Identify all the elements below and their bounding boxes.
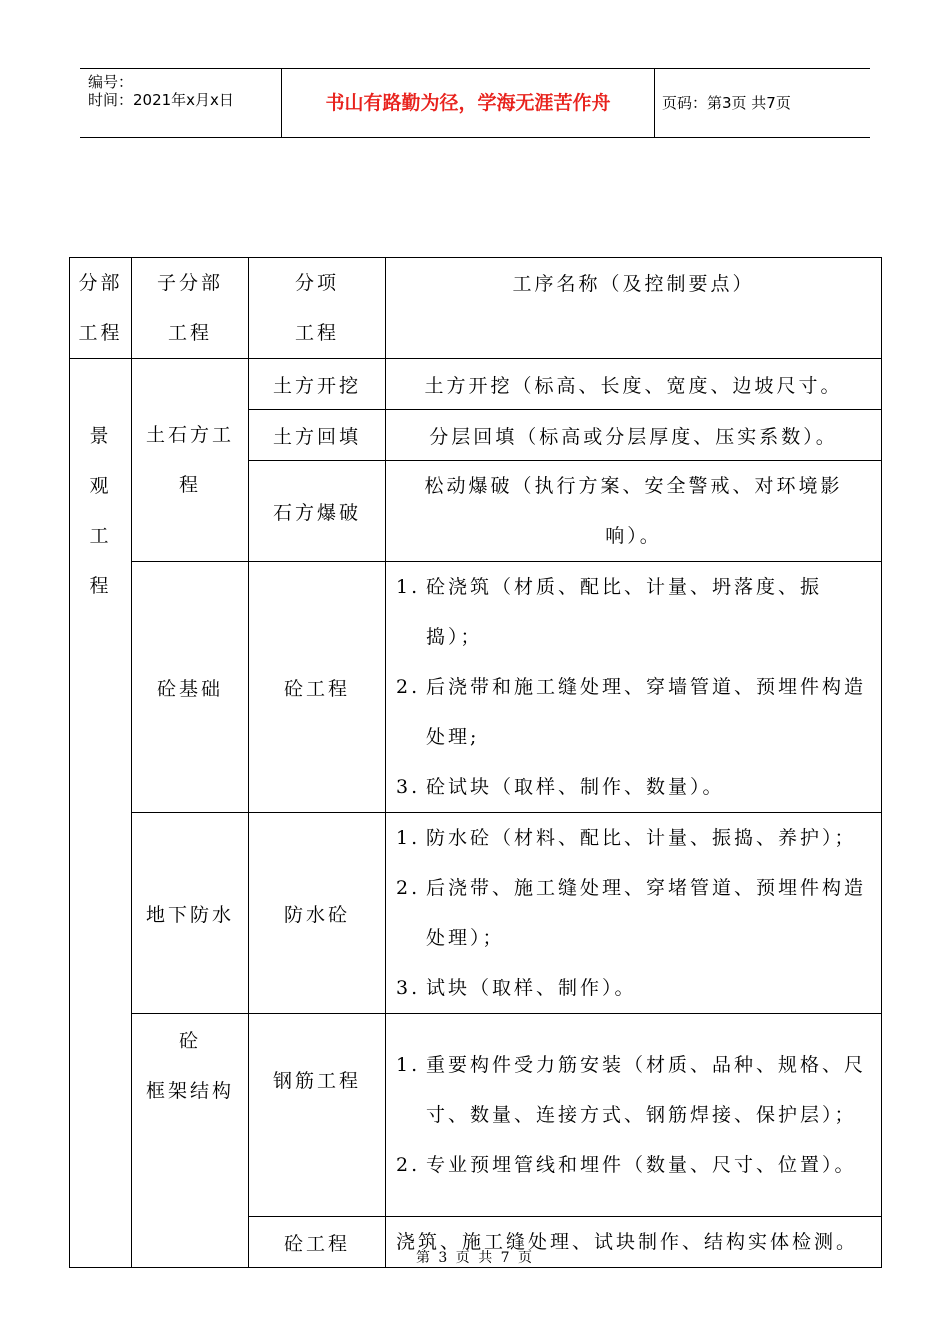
header-meta [80,69,280,137]
header-page-code: 页码：第3页 共7页 [662,94,791,112]
process-cell: 土方开挖（标高、长度、宽度、边坡尺寸。 [386,359,882,410]
division-cell [70,359,132,1268]
division-char: 景 [89,425,112,447]
line-number: 2. [396,676,421,698]
item-cell: 土方回填 [249,410,386,461]
item-cell: 钢筋工程 [249,1014,386,1217]
page-footer: 第 3 页 共 7 页 [415,1250,535,1266]
process-line: 响）。 [605,525,662,547]
line-text: 后浇带、施工缝处理、穿堵管道、预埋件构造处理）； [426,877,867,949]
subdivision-line: 土石方工 [145,424,234,446]
line-number: 2. [396,1154,421,1176]
header-item-line: 工程 [294,322,339,344]
process-line [396,562,873,662]
line-text: 专业预埋管线和埋件（数量、尺寸、位置）。 [426,1154,857,1176]
division-char: 程 [89,575,112,597]
line-text: 后浇带和施工缝处理、穿墙管道、预埋件构造处理; [426,676,867,748]
process-line: 松动爆破（执行方案、安全警戒、对环境影 [424,475,843,497]
division-char: 工 [89,525,112,547]
table-header-row [70,258,882,359]
process-cell [386,562,882,813]
header-division-line: 分部 [78,272,123,294]
process-cell [386,461,882,562]
header-item-line: 分项 [294,272,339,294]
subdivision-cell: 地下防水 [132,813,249,1014]
subdivision-line: 砼 [178,1030,201,1052]
line-number: 2. [396,877,421,899]
line-text: 重要构件受力筋安装（材质、品种、规格、尺寸、数量、连接方式、钢筋焊接、保护层）； [426,1054,867,1126]
table-row [70,359,882,410]
header-process: 工序名称（及控制要点） [386,258,882,359]
line-number: 3. [396,977,421,999]
header-motto: 书山有路勤为径，学海无涯苦作舟 [281,69,655,137]
page-header [80,68,870,138]
process-cell [386,813,882,1014]
line-text: 防水砼（材料、配比、计量、振捣、养护）； [426,827,857,849]
line-text: 砼浇筑（材质、配比、计量、坍落度、振捣）； [426,576,823,648]
process-line [396,813,873,863]
process-line [396,963,873,1013]
process-cell: 分层回填（标高或分层厚度、压实系数）。 [386,410,882,461]
division-char: 观 [89,475,112,497]
subdivision-line: 框架结构 [145,1080,234,1102]
subdivision-cell [132,359,249,562]
number-label: 编号： [88,73,134,91]
header-division-line: 工程 [78,322,123,344]
subdivision-line: 程 [178,474,201,496]
process-line [396,662,873,762]
line-text: 砼试块（取样、制作、数量）。 [426,776,725,798]
item-cell: 防水砼 [249,813,386,1014]
process-line [396,1040,873,1140]
process-cell [386,1014,882,1217]
item-cell: 石方爆破 [249,461,386,562]
item-cell: 砼工程 [249,562,386,813]
process-line [396,1140,873,1190]
table-row [70,562,882,813]
table-row [70,813,882,1014]
line-number: 1. [396,576,421,598]
header-subdivision [132,258,249,359]
line-number: 1. [396,827,421,849]
process-line [396,762,873,812]
header-division [70,258,132,359]
table-row [70,1014,882,1217]
header-subdivision-line: 子分部 [156,272,223,294]
process-line [396,863,873,963]
item-cell: 砼工程 [249,1217,386,1268]
header-item [249,258,386,359]
subdivision-cell: 砼基础 [132,562,249,813]
process-table [69,257,882,1268]
time-label: 时间：2021年x月x日 [88,91,234,109]
item-cell: 土方开挖 [249,359,386,410]
line-number: 3. [396,776,421,798]
line-number: 1. [396,1054,421,1076]
line-text: 试块（取样、制作）。 [426,977,637,999]
subdivision-cell [132,1014,249,1268]
process-cell: 浇筑、施工缝处理、试块制作、结构实体检测。 [386,1217,882,1268]
header-subdivision-line: 工程 [167,322,212,344]
